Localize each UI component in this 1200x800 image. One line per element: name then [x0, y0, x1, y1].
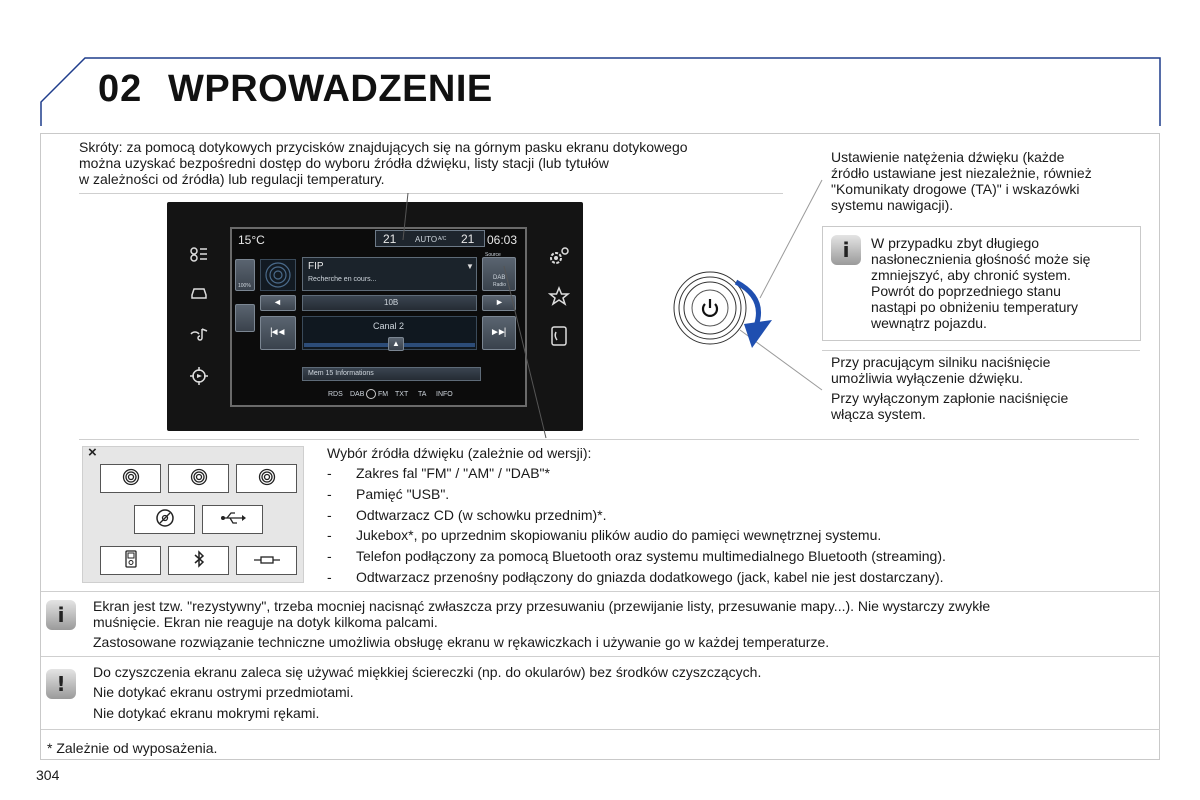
- power-divider-top: [822, 350, 1140, 351]
- resistive-note-line-3: Zastosowane rozwiązanie techniczne umożliwia obsługę ekranu w rękawiczkach i używanie go w każdej temperaturze.: [93, 634, 830, 650]
- section-divider-1: [79, 439, 1139, 440]
- section-divider-2: [41, 591, 1160, 592]
- resistive-note-line-1: Ekran jest tzw. "rezystywny", trzeba mocniej nacisnąć zwłaszcza przy przesuwaniu (przewijanie listy, przesuwanie mapy...). Nie wystarczy zwykłe: [93, 598, 991, 614]
- bluetooth-icon: [193, 550, 205, 572]
- volume-text-line-1: Ustawienie natężenia dźwięku (każde: [831, 149, 1065, 165]
- source-radio-am-button[interactable]: [168, 464, 229, 493]
- rds-button[interactable]: RDS: [328, 391, 343, 398]
- station-dropdown-icon[interactable]: ▼: [466, 262, 474, 271]
- search-status: Recherche en cours...: [308, 276, 377, 283]
- source-item-6: Odtwarzacz przenośny podłączony do gniazda dodatkowego (jack, kabel nie jest dostarczany).: [356, 569, 944, 585]
- volume-power-knob-icon: [668, 268, 778, 353]
- cleaning-note-line-2: Nie dotykać ekranu ostrymi przedmiotami.: [93, 684, 354, 700]
- source-usb-button[interactable]: [202, 505, 263, 534]
- cleaning-note-line-3: Nie dotykać ekranu mokrymi rękami.: [93, 705, 320, 721]
- station-name: FIP: [308, 261, 324, 272]
- volume-percent: 100%: [238, 283, 251, 289]
- volume-text-line-2: źródło ustawiane jest niezależnie, również: [831, 165, 1092, 181]
- source-selection-panel: [82, 446, 304, 583]
- temperature-left-zone: 21: [383, 232, 397, 246]
- power-text-4: włącza system.: [831, 406, 926, 422]
- power-text-3: Przy wyłączonym zapłonie naciśnięcie: [831, 390, 1069, 406]
- dab-label: DAB: [493, 275, 506, 281]
- ta-button[interactable]: TA: [418, 391, 427, 398]
- chapter-number: 02: [98, 68, 143, 110]
- radio-icon: [258, 468, 276, 490]
- source-radio-dab-button[interactable]: [236, 464, 297, 493]
- channel-name: Canal 2: [373, 321, 405, 331]
- media-player-icon: [125, 550, 137, 572]
- fm-button[interactable]: FM: [378, 391, 389, 398]
- dab-button[interactable]: DAB: [350, 391, 365, 398]
- sun-note-line-3: zmniejszyć, aby chronić system.: [871, 267, 1071, 283]
- clock: 06:03: [487, 233, 518, 247]
- section-divider-3: [41, 656, 1160, 657]
- page-number: 304: [36, 767, 60, 783]
- power-text-2: umożliwia wyłączenie dźwięku.: [831, 370, 1024, 386]
- info-icon: i: [831, 235, 861, 265]
- source-item-5: Telefon podłączony za pomocą Bluetooth oraz systemu multimedialnego Bluetooth (streaming).: [356, 548, 946, 564]
- ac-label: A/C: [438, 236, 447, 242]
- seek-forward-icon: ►►|: [490, 327, 504, 338]
- jack-icon: [253, 552, 281, 569]
- source-item-dash-2: -: [327, 486, 332, 502]
- right-arrow-icon: ►: [495, 297, 504, 307]
- usb-icon: [220, 511, 246, 529]
- up-arrow-icon: ▲: [392, 339, 400, 348]
- source-item-dash-5: -: [327, 548, 332, 564]
- sun-note-line-5: nastąpi po obniżeniu temperatury: [871, 299, 1079, 315]
- cd-icon: [155, 508, 175, 532]
- frequency-value: 10B: [384, 298, 399, 307]
- chapter-title: WPROWADZENIE: [168, 68, 493, 110]
- shortcuts-line-2: można uzyskać bezpośredni dostęp do wyboru źródła dźwięku, listy stacji (lub tytułów: [79, 155, 609, 171]
- shortcuts-line-3: w zależności od źródła) lub regulacji temperatury.: [79, 171, 385, 187]
- source-cd-button[interactable]: [134, 505, 195, 534]
- source-jukebox-button[interactable]: [100, 546, 161, 575]
- source-item-3: Odtwarzacz CD (w schowku przednim)*.: [356, 507, 607, 523]
- source-aux-button[interactable]: [236, 546, 297, 575]
- warning-icon: !: [46, 669, 76, 699]
- sun-note-line-2: nasłonecznienia głośność może się: [871, 251, 1091, 267]
- resistive-note-line-2: muśnięcie. Ekran nie reaguje na dotyk kilkoma palcami.: [93, 614, 438, 630]
- info-button[interactable]: INFO: [436, 391, 453, 398]
- auto-label: AUTO: [415, 235, 438, 244]
- source-item-dash-4: -: [327, 527, 332, 543]
- source-radio-fm-button[interactable]: [100, 464, 161, 493]
- source-label: Source: [485, 252, 501, 258]
- section-divider-4: [41, 729, 1160, 730]
- sun-note-line-4: Powrót do poprzedniego stanu: [871, 283, 1061, 299]
- volume-text-line-3: "Komunikaty drogowe (TA)" i wskazówki: [831, 181, 1080, 197]
- radio-label: Radio: [493, 282, 507, 288]
- txt-button[interactable]: TXT: [395, 391, 409, 398]
- source-bluetooth-button[interactable]: [168, 546, 229, 575]
- footnote: * Zależnie od wyposażenia.: [47, 740, 218, 756]
- volume-text-line-4: systemu nawigacji).: [831, 197, 954, 213]
- power-text-1: Przy pracującym silniku naciśnięcie: [831, 354, 1051, 370]
- source-list-intro: Wybór źródła dźwięku (zależnie od wersji):: [327, 445, 592, 461]
- temperature-right-zone: 21: [461, 232, 475, 246]
- shortcuts-line-1: Skróty: za pomocą dotykowych przycisków znajdujących się na górnym pasku ekranu dotykowego: [79, 139, 688, 155]
- memory-label: Mem 15 Informations: [308, 370, 374, 377]
- sun-note-line-1: W przypadku zbyt długiego: [871, 235, 1040, 251]
- sun-note-line-6: wewnątrz pojazdu.: [871, 315, 987, 331]
- source-item-4: Jukebox*, po uprzednim skopiowaniu plików audio do pamięci wewnętrznej systemu.: [356, 527, 882, 543]
- radio-icon: [190, 468, 208, 490]
- cleaning-note-line-1: Do czyszczenia ekranu zaleca się używać miękkiej ściereczki (np. do okularów) bez środków czyszczących.: [93, 664, 762, 680]
- source-item-2: Pamięć "USB".: [356, 486, 450, 502]
- source-item-dash-3: -: [327, 507, 332, 523]
- radio-icon: [122, 468, 140, 490]
- source-item-1: Zakres fal "FM" / "AM" / "DAB"*: [356, 465, 550, 481]
- close-icon[interactable]: ×: [88, 444, 97, 461]
- left-arrow-icon: ◄: [273, 297, 282, 307]
- seek-back-icon: |◄◄: [270, 327, 284, 338]
- source-item-dash-6: -: [327, 569, 332, 585]
- info-icon: i: [46, 600, 76, 630]
- outside-temperature: 15°C: [238, 233, 265, 247]
- source-item-dash-1: -: [327, 465, 332, 481]
